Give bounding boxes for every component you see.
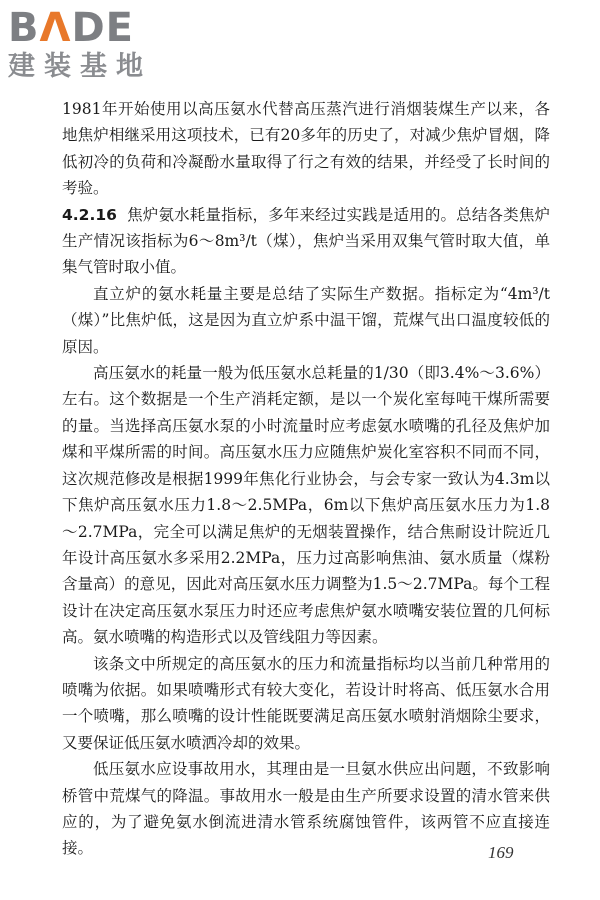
logo-subtitle: 建装基地 — [8, 51, 152, 82]
logo-accent-letter: Λ — [39, 5, 72, 51]
paragraph: 1981年开始使用以高压氨水代替高压蒸汽进行消烟装煤生产以来，各地焦炉相继采用这项技术，已有20多年的历史了，对减少焦炉冒烟，降低初冷的负荷和冷凝酚水量取得了行之有效的结果，并经受了长时间的考验。 — [62, 100, 550, 198]
paragraph: 直立炉的氨水耗量主要是总结了实际生产数据。指标定为“4m³/t（煤）”比焦炉低，这是因为直立炉系中温干馏，荒煤气出口温度较低的原因。 — [62, 284, 550, 356]
paragraph: 该条文中所规定的高压氨水的压力和流量指标均以当前几种常用的喷嘴为依据。如果喷嘴形式有较大变化，若设计时将高、低压氨水合用一个喷嘴，那么喷嘴的设计性能既要满足高压氨水喷射消烟除尘要求，又要保证低压氨水喷洒冷却的效果。 — [62, 654, 550, 752]
body-text — [62, 96, 550, 862]
clause-number: 4.2.16 — [62, 205, 117, 224]
paragraph: 低压氨水应设事故用水，其理由是一旦氨水供应出问题，不致影响桥管中荒煤气的降温。事故用水一般是由生产所要求设置的清水管来供应的，为了避免氨水倒流进清水管系统腐蚀管件，该两管不应直接连接。 — [62, 760, 550, 858]
page-number: 169 — [488, 843, 514, 862]
bade-logo — [8, 6, 178, 88]
logo-mark: BΛDE — [8, 5, 134, 51]
clause-text: 焦炉氨水耗量指标，多年来经过实践是适用的。总结各类焦炉生产情况该指标为6～8m³/t（煤），焦炉当采用双集气管时取大值，单集气管时取小值。 — [62, 205, 550, 277]
paragraph: 高压氨水的耗量一般为低压氨水总耗量的1/30（即3.4%～3.6%）左右。这个数据是一个生产消耗定额，是以一个炭化室每吨干煤所需要的量。当选择高压氨水泵的小时流量时应考虑氨水喷嘴的孔径及焦炉加煤和平煤所需的时间。高压氨水压力应随焦炉炭化室容积不同而不同，这次规范修改是根据1999年焦化行业协会，与会专家一致认为4.3m以下焦炉高压氨水压力1.8～2.5MPa，6m以下焦炉高压氨水压力为1.8～2.7MPa，完全可以满足焦炉的无烟装置操作，结合焦耐设计院近几年设计高压氨水多采用2.2MPa，压力过高影响焦油、氨水质量（煤粉含量高）的意见，因此对高压氨水压力调整为1.5～2.7MPa。每个工程设计在决定高压氨水泵压力时还应考虑焦炉氨水喷嘴安装位置的几何标高。氨水喷嘴的构造形式以及管线阻力等因素。 — [62, 364, 550, 647]
clause-paragraph — [62, 202, 550, 281]
